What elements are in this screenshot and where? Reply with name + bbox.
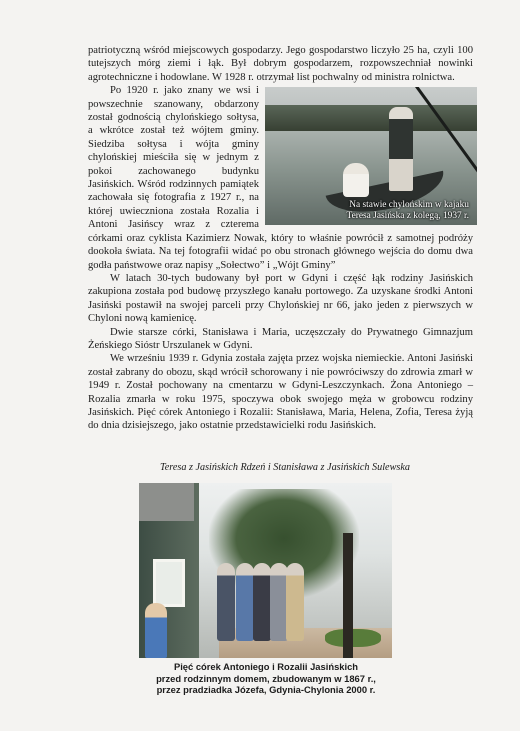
kayak-photo-caption bbox=[319, 200, 469, 221]
photo-girl bbox=[343, 163, 369, 197]
photo-woman-2 bbox=[236, 563, 254, 641]
paragraph-2 bbox=[88, 84, 473, 272]
photo-grass bbox=[325, 629, 381, 647]
family-house-photo bbox=[139, 483, 392, 658]
family-caption-line-2: przed rodzinnym domem, zbudowanym w 1867 r., bbox=[156, 672, 376, 684]
paragraph-5: We wrześniu 1939 r. Gdynia została zajęta przez wojska niemieckie. Antoni Jasiński został zabrany do obozu, skąd wrócił schorowany i nie powróciwszy do zdrowia zmarł w 1949 r. Został pochowany na cmentarzu w Gdyni-Leszczynkach. Żona Antoniego – Rozalia zmarła w roku 1975, spoczywa obok swojego męża w grobowcu rodziny Jasińskich. Pięć córek Antoniego i Rozalii: Stanisława, Maria, Helena, Zofia, Teresa żyją do dnia dzisiejszego, jako ostatnie przedstawicielki rodu Jasińskich. bbox=[88, 353, 473, 432]
family-photo-caption bbox=[130, 661, 402, 696]
photo-apartment-block bbox=[139, 483, 194, 521]
authors-signature: Teresa z Jasińskich Rdzeń i Stanisława z Jasińskich Sulewska bbox=[160, 462, 410, 473]
paragraph-2-text: Po 1920 r. jako znany we wsi i powszechnie szanowany, obdarzony został godnością chylońskiego sołtysa, a wkrótce został też wójtem gminy. Siedziba sołtysa i wójta gminy chylońskiej mieściła się w jednym z pokoi zachowanego budynku Jasińskich. Wśród rodzinnych pamiątek zachowała się fotografia z 1927 r., na której uwieczniona została Rozalia i Antoni Jasińscy wraz z czterema córkami oraz cyklista Kazimierz Nowak, który to właśnie powrócił z samotnej podróży dookoła świata. Na tej fotografii widać po obu stronach głównego wejścia do domu dwa godła państwowe oraz napisy „Sołectwo” i „Wójt Gminy” bbox=[88, 85, 473, 271]
kayak-caption-line-2: Teresa Jasińska z kolegą, 1937 r. bbox=[346, 210, 469, 221]
paragraph-3: W latach 30-tych budowany był port w Gdyni i część łąk rodziny Jasińskich zakupiona została pod budowę przyszłego kanału portowego. Za uzyskane środki Antoni Jasiński postawił na swojej parceli przy Chylońskiej nr 66, jako jeden z pierwszych w Chyloni nową kamienicę. bbox=[88, 272, 473, 325]
kayak-caption-line-1: Na stawie chylońskim w kajaku bbox=[349, 200, 469, 211]
article-body bbox=[88, 44, 473, 433]
photo-tree-trunk bbox=[343, 533, 353, 658]
photo-woman-5 bbox=[286, 563, 304, 641]
photo-boy bbox=[389, 107, 413, 191]
family-caption-line-3: przez pradziadka Józefa, Gdynia-Chylonia 2000 r. bbox=[156, 684, 376, 696]
paragraph-4: Dwie starsze córki, Stanisława i Maria, uczęszczały do Prywatnego Gimnazjum Żeńskiego Sióstr Urszulanek w Gdyni. bbox=[88, 326, 473, 351]
paragraph-1: patriotyczną wśród miejscowych gospodarzy. Jego gospodarstwo liczyło 25 ha, czyli 100 tutejszych mórg ziemi i łąk. Był dobrym gospodarzem, rozpowszechniał nowinki agrotechniczne i hodowlane. W 1928 r. otrzymał list pochwalny od ministra rolnictwa. bbox=[88, 45, 473, 83]
photo-house-window bbox=[153, 559, 185, 607]
photo-child bbox=[145, 603, 167, 658]
photo-woman-3 bbox=[253, 563, 271, 641]
kayak-photo-frame bbox=[265, 87, 477, 225]
photo-woman-1 bbox=[217, 563, 235, 641]
kayak-photo bbox=[265, 87, 477, 225]
family-caption-line-1: Pięć córek Antoniego i Rozalii Jasińskich bbox=[173, 661, 359, 672]
